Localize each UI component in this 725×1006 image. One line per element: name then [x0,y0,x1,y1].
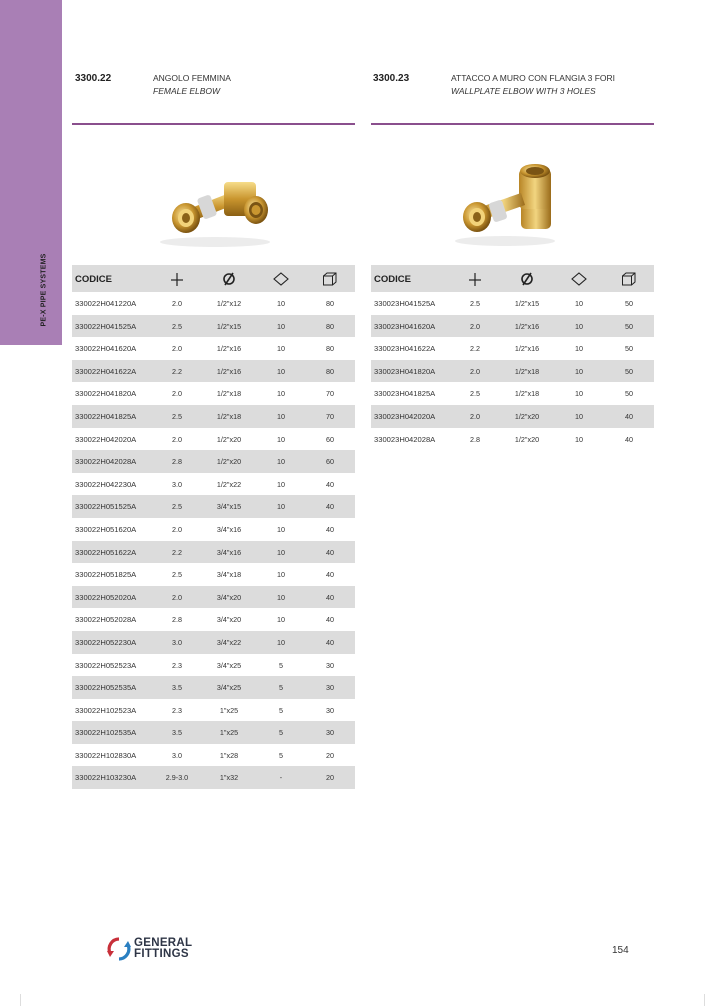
cell-thickness: 2.0 [172,389,182,399]
cell-pack: 5 [279,705,283,715]
cell-thickness: 2.0 [172,344,182,354]
box-icon [322,271,338,287]
cell-box: 50 [625,389,633,399]
table-row [72,473,355,496]
cell-pack: 5 [279,728,283,738]
cell-thickness: 2.0 [172,434,182,444]
product-code: 3300.22 [75,73,112,84]
column-header-codice: CODICE [374,274,411,285]
cell-codice: 330023H042028A [374,434,436,444]
cell-box: 40 [625,411,633,421]
cell-thickness: 3.0 [172,750,182,760]
cell-thickness: 2.5 [470,299,480,308]
cell-codice: 330022H051825A [75,570,137,580]
table-row [72,676,355,699]
cell-box: 50 [625,321,633,331]
table-row [72,699,355,722]
cell-codice: 330023H042020A [374,411,436,421]
wallplate-elbow-image [445,155,565,250]
cell-box: 30 [326,705,334,715]
cell-box: 80 [326,344,334,354]
table-row [72,766,355,789]
brand-line-1: GENERAL [134,937,193,949]
cell-box: 80 [326,321,334,331]
table-row [72,292,355,315]
cell-codice: 330023H041622A [374,344,436,354]
cell-box: 30 [326,728,334,738]
cell-thickness: 2.9-3.0 [165,773,189,783]
cell-size: 1/2"x18 [514,389,540,399]
cell-codice: 330022H042020A [75,434,137,444]
cell-pack: 10 [277,389,285,399]
cell-pack: 10 [575,411,583,421]
cell-size: 1/2"x16 [216,344,242,354]
cell-box: 50 [625,344,633,354]
cell-thickness: 3.0 [172,479,182,489]
cell-codice: 330023H041825A [374,389,436,399]
cell-codice: 330022H052535A [75,683,137,693]
cell-box: 40 [326,502,334,512]
cell-thickness: 3.5 [172,683,182,693]
cell-pack: 10 [575,366,583,376]
cell-box: 50 [625,299,633,308]
cell-codice: 330022H052028A [75,615,137,625]
cell-thickness: 2.0 [172,524,182,534]
brand-logo-icon [106,936,132,962]
cell-codice: 330022H041220A [75,299,137,308]
cell-box: 40 [326,479,334,489]
product-name-it: ANGOLO FEMMINA [153,73,231,83]
cell-box: 40 [326,547,334,557]
cell-size: 1/2"x12 [216,299,242,308]
table-row [72,744,355,767]
cell-size: 1/2"x16 [514,344,540,354]
cell-codice: 330022H051622A [75,547,137,557]
product-code: 3300.23 [373,73,410,84]
cell-size: 3/4"x20 [216,615,242,625]
cell-pack: 10 [575,344,583,354]
cell-pack: 10 [277,299,285,308]
brand-line-2: FITTINGS [134,948,189,960]
cell-pack: 10 [277,524,285,534]
cell-box: 40 [326,524,334,534]
cell-codice: 330022H041825A [75,411,137,421]
cell-codice: 330022H042230A [75,479,137,489]
table-row [72,315,355,338]
table-header [371,265,654,292]
cell-pack: 10 [277,637,285,647]
cell-thickness: 2.0 [470,366,480,376]
cell-size: 3/4"x22 [216,637,242,647]
cell-box: 60 [326,457,334,467]
cell-size: 1/2"x16 [514,321,540,331]
cell-size: 1/2"x22 [216,479,242,489]
cell-codice: 330023H041525A [374,299,436,308]
cell-thickness: 2.8 [172,615,182,625]
cell-size: 1/2"x15 [514,299,540,308]
crop-mark [704,994,705,1006]
cell-size: 3/4"x15 [216,502,242,512]
cell-pack: 10 [277,570,285,580]
cell-size: 1"x25 [219,705,239,715]
cell-box: 80 [326,299,334,308]
cell-pack: 5 [279,750,283,760]
cell-thickness: 2.5 [470,389,480,399]
cell-codice: 330023H041820A [374,366,436,376]
cell-pack: 10 [277,411,285,421]
column-header-codice: CODICE [75,274,112,285]
cell-size: 3/4"x18 [216,570,242,580]
table-row [371,405,654,428]
cell-codice: 330022H102535A [75,728,137,738]
cell-box: 80 [326,366,334,376]
cell-box: 60 [326,434,334,444]
cell-codice: 330023H041620A [374,321,436,331]
cell-size: 1/2"x16 [216,366,242,376]
section-band [0,0,62,345]
table-body [371,292,654,450]
table-row [72,654,355,677]
cell-thickness: 2.3 [172,705,182,715]
cell-pack: 10 [277,547,285,557]
cell-size: 1"x25 [219,728,239,738]
cell-pack: 5 [279,683,283,693]
section-rule [371,123,654,125]
table-row [72,428,355,451]
cell-codice: 330022H041622A [75,366,137,376]
cross-cut-icon [169,271,185,287]
cell-box: 30 [326,683,334,693]
female-elbow-image [150,170,280,250]
cell-pack: 10 [277,321,285,331]
table-row [72,631,355,654]
cell-box: 40 [326,592,334,602]
cell-pack: - [279,773,283,783]
cell-size: 1/2"x20 [216,457,242,467]
cell-pack: 10 [277,457,285,467]
table-row [72,518,355,541]
cell-thickness: 2.3 [172,660,182,670]
cell-codice: 330022H041525A [75,321,137,331]
cell-thickness: 2.0 [470,321,480,331]
cell-size: 1"x28 [219,750,239,760]
cell-thickness: 2.0 [172,592,182,602]
cell-size: 1/2"x18 [216,389,242,399]
cell-thickness: 2.8 [470,434,480,444]
section-rule [72,123,355,125]
cell-size: 1/2"x18 [514,366,540,376]
cell-box: 70 [326,389,334,399]
cell-thickness: 2.5 [172,321,182,331]
table-row [371,315,654,338]
table-row [371,382,654,405]
cell-box: 20 [326,750,334,760]
cell-box: 70 [326,411,334,421]
diameter-icon [221,271,237,287]
cell-box: 30 [326,660,334,670]
cell-pack: 10 [277,344,285,354]
cell-box: 40 [326,570,334,580]
cell-codice: 330022H052523A [75,660,137,670]
cell-pack: 10 [277,615,285,625]
cell-codice: 330022H102523A [75,705,137,715]
diamond-icon [273,271,289,287]
cell-box: 40 [326,615,334,625]
cell-pack: 10 [575,299,583,308]
cell-pack: 10 [575,321,583,331]
cell-box: 40 [625,434,633,444]
cell-codice: 330022H052020A [75,592,137,602]
crop-mark [20,994,21,1006]
table-row [371,337,654,360]
cell-size: 3/4"x20 [216,592,242,602]
cell-thickness: 2.8 [172,457,182,467]
cell-thickness: 2.0 [470,411,480,421]
cell-thickness: 2.2 [172,547,182,557]
cell-codice: 330022H102830A [75,750,137,760]
product-name-en: WALLPLATE ELBOW WITH 3 HOLES [451,86,596,96]
cell-thickness: 3.5 [172,728,182,738]
cell-codice: 330022H042028A [75,457,137,467]
table-row [72,563,355,586]
product-table-3300-23 [371,265,654,450]
cell-size: 3/4"x16 [216,547,242,557]
cell-pack: 10 [277,434,285,444]
cell-size: 3/4"x25 [216,660,242,670]
cell-thickness: 2.2 [470,344,480,354]
cell-thickness: 2.5 [172,411,182,421]
box-icon [621,271,637,287]
cell-size: 1/2"x20 [216,434,242,444]
cell-pack: 10 [277,592,285,602]
cell-codice: 330022H041620A [75,344,137,354]
table-row [72,586,355,609]
diameter-icon [519,271,535,287]
table-row [72,405,355,428]
cell-size: 1/2"x15 [216,321,242,331]
table-row [72,608,355,631]
cell-size: 1/2"x20 [514,411,540,421]
product-name-en: FEMALE ELBOW [153,86,221,96]
brand-logo [106,936,193,967]
table-row [72,541,355,564]
table-row [72,721,355,744]
page-number: 154 [612,945,629,956]
table-row [72,450,355,473]
cell-pack: 10 [575,434,583,444]
section-label: PE-X PIPE SYSTEMS [40,253,48,327]
table-row [72,360,355,383]
table-header [72,265,355,292]
cell-thickness: 2.2 [172,366,182,376]
product-name-it: ATTACCO A MURO CON FLANGIA 3 FORI [451,73,616,83]
cell-size: 1/2"x18 [216,411,242,421]
table-row [371,292,654,315]
cell-box: 50 [625,366,633,376]
cell-codice: 330022H051525A [75,502,137,512]
cell-codice: 330022H041820A [75,389,137,399]
cell-codice: 330022H051620A [75,524,137,534]
cell-pack: 10 [277,502,285,512]
table-row [72,382,355,405]
cell-thickness: 2.5 [172,570,182,580]
cell-codice: 330022H103230A [75,773,137,783]
product-table-3300-22 [72,265,355,789]
cell-thickness: 2.0 [172,299,182,308]
cell-size: 3/4"x16 [216,524,242,534]
cell-pack: 10 [575,389,583,399]
cell-pack: 10 [277,366,285,376]
diamond-icon [571,271,587,287]
cell-codice: 330022H052230A [75,637,137,647]
table-body [72,292,355,789]
cell-thickness: 3.0 [172,637,182,647]
brand-name [134,938,192,960]
cell-size: 1/2"x20 [514,434,540,444]
table-row [371,428,654,451]
cell-size: 3/4"x25 [216,683,242,693]
table-row [72,337,355,360]
cell-pack: 5 [279,660,283,670]
cross-cut-icon [467,271,483,287]
cell-thickness: 2.5 [172,502,182,512]
cell-pack: 10 [277,479,285,489]
cell-box: 40 [326,637,334,647]
table-row [371,360,654,383]
cell-size: 1"x32 [219,773,239,783]
cell-box: 20 [326,773,334,783]
table-row [72,495,355,518]
